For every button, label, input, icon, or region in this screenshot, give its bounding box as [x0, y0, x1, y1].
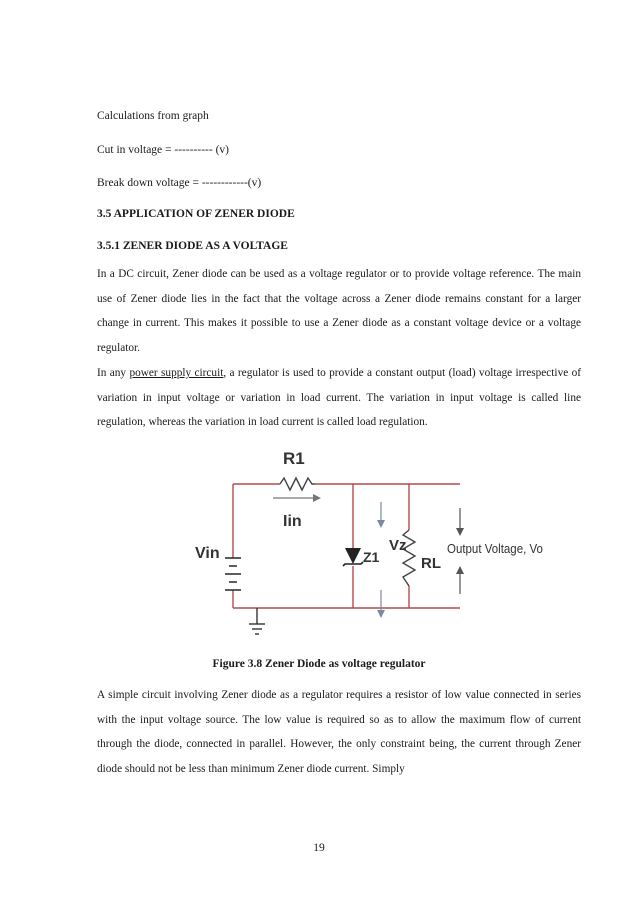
circuit-wires [233, 484, 460, 608]
paragraph-regulator-before: In any [97, 367, 130, 379]
paragraph-regulator [97, 361, 581, 435]
figure-caption: Figure 3.8 Zener Diode as voltage regulator [212, 658, 426, 670]
r1-resistor [280, 478, 315, 490]
subsection-heading: 3.5.1 ZENER DIODE AS A VOLTAGE [97, 240, 288, 252]
r1-label: R1 [283, 449, 305, 468]
zener-diode-symbol [343, 548, 363, 566]
paragraph-simple-circuit: A simple circuit involving Zener diode as a regulator requires a resistor of low value connected in series with the input voltage source. The low value is required so as to allow the maximum flow of current through the diode, connected in parallel. However, the only constraint being, the current through Zener diode should not be less than minimum Zener diode current. Simply [97, 689, 581, 775]
paragraph-zener-intro: In a DC circuit, Zener diode can be used as a voltage regulator or to provide voltage reference. The main use of Zener diode lies in the fact that the voltage across a Zener diode remains constant for a larger change in current. This makes it possible to use a Zener diode as a constant voltage device or a voltage regulator. [97, 268, 581, 354]
cut-in-voltage-line: Cut in voltage = ---------- (v) [97, 144, 229, 156]
vin-label: Vin [195, 545, 220, 562]
zener-regulator-circuit-figure [185, 440, 475, 640]
section-heading: 3.5 APPLICATION OF ZENER DIODE [97, 208, 295, 220]
vz-label: Vz [389, 537, 407, 554]
breakdown-voltage-line: Break down voltage = ------------(v) [97, 177, 262, 189]
output-voltage-text: Output Voltage, Vo [447, 542, 543, 556]
power-supply-circuit-link[interactable]: power supply circuit [129, 367, 224, 379]
rl-label: RL [421, 555, 441, 572]
calc-heading: Calculations from graph [97, 110, 209, 122]
iin-label: Iin [283, 513, 302, 530]
page-number: 19 [313, 842, 325, 854]
z1-label: Z1 [363, 549, 380, 565]
battery-symbol [225, 558, 241, 590]
ground-symbol [249, 608, 265, 634]
paragraph-regulator-after: , a regulator is used to provide a constant output (load) voltage irrespective of variation in input voltage or variation in load current. The variation in input voltage is called line regulation, whereas the variation in load current is called load regulation. [97, 367, 581, 428]
